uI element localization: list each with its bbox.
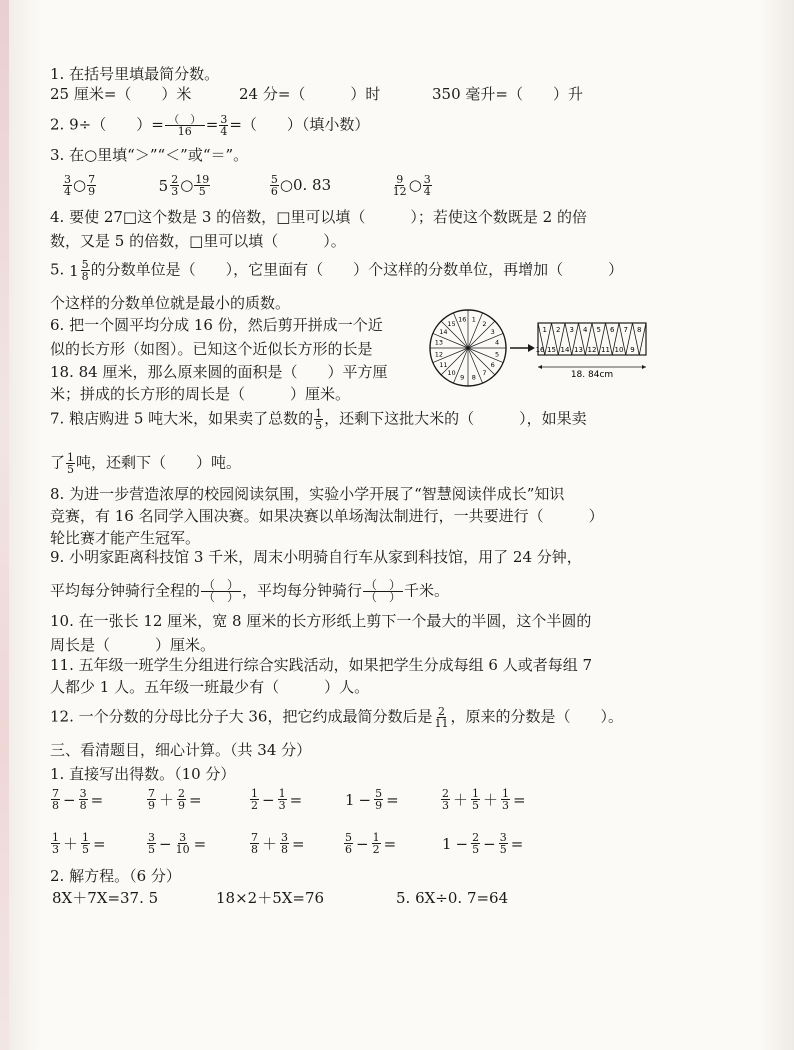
q6-line-4: 米；拼成的长方形的周长是（ ）厘米。 <box>50 385 351 403</box>
calc-item: $\frac{3}{5}$ − $\frac{3}{10}$ = <box>148 831 207 856</box>
equation-3: 5. 6X÷0. 7=64 <box>396 889 509 907</box>
section-3-sub-2: 2. 解方程。（6 分） <box>50 867 181 885</box>
sector-number: 3 <box>490 328 495 337</box>
calc-item: $\frac{7}{9}$ ＋ $\frac{2}{9}$ = <box>148 787 202 812</box>
sector-number: 7 <box>482 369 487 378</box>
sector-number: 6 <box>490 360 495 369</box>
q11-line-2: 人都少 1 人。五年级一班最少有（ ）人。 <box>50 678 370 696</box>
calc-item: $\frac{5}{6}$ − $\frac{1}{2}$ = <box>345 831 397 856</box>
sector-number: 11 <box>439 360 448 369</box>
arrow-icon <box>510 344 535 352</box>
rect-top-number: 7 <box>623 326 628 334</box>
q8-line-1: 8. 为进一步营造浓厚的校园阅读氛围，实验小学开展了“智慧阅读伴成长”知识 <box>50 485 565 503</box>
rect-bottom-number: 16 <box>535 346 545 354</box>
calc-item: $\frac{1}{2}$ − $\frac{1}{3}$ = <box>251 787 303 812</box>
sector-number: 15 <box>447 319 456 328</box>
q7-line-2: 了 $\frac{1}{5}$ 吨，还剩下（ ）吨。 <box>50 451 242 476</box>
q5-line-2: 个这样的分数单位就是最小的质数。 <box>50 294 291 312</box>
rect-top-number: 8 <box>637 326 642 334</box>
rect-bottom-number: 12 <box>587 346 597 354</box>
q5-line-1: 5. 1 $\frac{5}{8}$ 的分数单位是（ ），它里面有（ ）个这样的分数单位，再增加（ ） <box>50 258 624 283</box>
sector-number: 12 <box>434 350 444 359</box>
q1-item-a: 25 厘米=（ ）米 <box>50 85 192 103</box>
q6-figure <box>424 307 648 389</box>
sector-number: 1 <box>471 315 476 324</box>
calc-item: $\frac{1}{3}$ ＋ $\frac{1}{5}$ = <box>52 831 106 856</box>
q1-title: 1. 在括号里填最简分数。 <box>50 65 220 83</box>
q3-item-4: $\frac{9}{12}$ ○ $\frac{3}{4}$ <box>392 173 431 198</box>
rect-bottom-number: 11 <box>601 346 610 354</box>
rect-top-number: 1 <box>542 326 547 334</box>
rect-bottom-number: 13 <box>574 346 583 354</box>
sector-number: 8 <box>471 373 476 382</box>
q3-item-3: $\frac{5}{6}$ ○0. 83 <box>270 173 332 198</box>
circle-to-rectangle-diagram <box>424 307 648 389</box>
calc-item: $\frac{2}{3}$ ＋ $\frac{1}{5}$ ＋ $\frac{1}{3}$ = <box>442 787 526 812</box>
calc-item: 1 − $\frac{2}{5}$ − $\frac{3}{5}$ = <box>442 831 524 856</box>
q3-item-2: 5 $\frac{2}{3}$ ○ $\frac{19}{5}$ <box>158 173 210 198</box>
q4-line-2: 数，又是 5 的倍数，□里可以填（ ）。 <box>50 232 346 250</box>
sector-number: 4 <box>495 338 500 347</box>
q3-title: 3. 在○里填“＞”“＜”或“＝”。 <box>50 146 249 164</box>
q3-items <box>62 174 433 197</box>
length-label: 18. 84cm <box>570 370 614 380</box>
rect-top-number: 2 <box>556 326 561 334</box>
q12-line: 12. 一个分数的分母比分子大 36，把它约成最简分数后是 $\frac{2}{11}$ ，原来的分数是（ ）。 <box>50 705 623 730</box>
rect-top-number: 5 <box>596 326 601 334</box>
sector-number: 16 <box>458 315 467 324</box>
length-dimension <box>538 365 646 380</box>
rect-bottom-number: 10 <box>614 346 624 354</box>
q10-line-2: 周长是（ ）厘米。 <box>50 636 216 654</box>
rect-bottom-number: 15 <box>547 346 556 354</box>
sector-number: 9 <box>460 373 465 382</box>
equation-1: 8X＋7X=37. 5 <box>52 889 159 907</box>
sector-number: 13 <box>434 338 444 347</box>
q8-line-2: 竞赛，有 16 名同学入围决赛。如果决赛以单场淘汰制进行，一共要进行（ ） <box>50 507 604 525</box>
q7-line-1: 7. 粮店购进 5 吨大米，如果卖了总数的 $\frac{1}{5}$ ，还剩下这批大米的（ ），如果卖 <box>50 407 587 432</box>
section-3-title: 三、看清题目，细心计算。（共 34 分） <box>50 741 312 759</box>
q6-line-2: 似的长方形（如图）。已知这个近似长方形的长是 <box>50 340 373 358</box>
sector-number: 14 <box>439 328 448 337</box>
q9-line-1: 9. 小明家距离科技馆 3 千米，周末小明骑自行车从家到科技馆，用了 24 分钟， <box>50 548 582 566</box>
calc-item: $\frac{7}{8}$ ＋ $\frac{3}{8}$ = <box>251 831 305 856</box>
equation-2: 18×2＋5X=76 <box>216 889 325 907</box>
q1-item-c: 350 毫升=（ ）升 <box>432 85 583 103</box>
q1-items <box>50 84 583 104</box>
q2-fraction-2: $\frac{3}{4}$ <box>220 113 228 138</box>
paper-edge <box>0 0 9 1050</box>
q2: 2. 9÷（ ）= $\frac{( )}{16}$ = $\frac{3}{4}$ =（ ）（填小数） <box>50 113 370 138</box>
q8-line-3: 轮比赛才能产生冠军。 <box>50 529 201 547</box>
rect-top-number: 3 <box>569 326 574 334</box>
q6-line-1: 6. 把一个圆平均分成 16 份，然后剪开拼成一个近 <box>50 316 383 334</box>
section-3-sub-1: 1. 直接写出得数。（10 分） <box>50 765 236 783</box>
rect-bottom-number: 14 <box>560 346 570 354</box>
divided-circle <box>430 310 506 386</box>
q2-fraction-1: $\frac{( )}{16}$ <box>165 114 205 137</box>
rect-top-number: 4 <box>583 326 588 334</box>
calc-item: $\frac{7}{8}$ − $\frac{3}{8}$ = <box>52 787 104 812</box>
sector-number: 2 <box>482 319 487 328</box>
rect-bottom-number: 9 <box>630 346 635 354</box>
sector-number: 10 <box>447 369 456 378</box>
q10-line-1: 10. 在一张长 12 厘米，宽 8 厘米的长方形纸上剪下一个最大的半圆，这个半圆的 <box>50 612 592 630</box>
q11-line-1: 11. 五年级一班学生分组进行综合实践活动，如果把学生分成每组 6 人或者每组 7 <box>50 656 593 674</box>
q9-line-2: 平均每分钟骑行全程的 $\frac{( )}{( )}$ ，平均每分钟骑行 $\frac{( )}{( )}$ 千米。 <box>50 578 450 604</box>
q6-line-3: 18. 84 厘米，那么原来圆的面积是（ ）平方厘 <box>50 363 388 381</box>
q2-suffix: =（ ）（填小数） <box>229 115 370 134</box>
q3-item-1: $\frac{3}{4}$ ○ $\frac{7}{9}$ <box>64 173 96 198</box>
sector-number: 5 <box>495 350 500 359</box>
q2-prefix: 2. 9÷（ ）= <box>50 115 164 134</box>
approximate-rectangle <box>536 323 646 355</box>
q1-item-b: 24 分=（ ）时 <box>239 85 381 103</box>
calc-item: 1 − $\frac{5}{9}$ = <box>345 787 399 812</box>
rect-top-number: 6 <box>610 326 615 334</box>
q4-line-1: 4. 要使 27□这个数是 3 的倍数，□里可以填（ ）；若使这个数既是 2 的倍 <box>50 208 587 226</box>
